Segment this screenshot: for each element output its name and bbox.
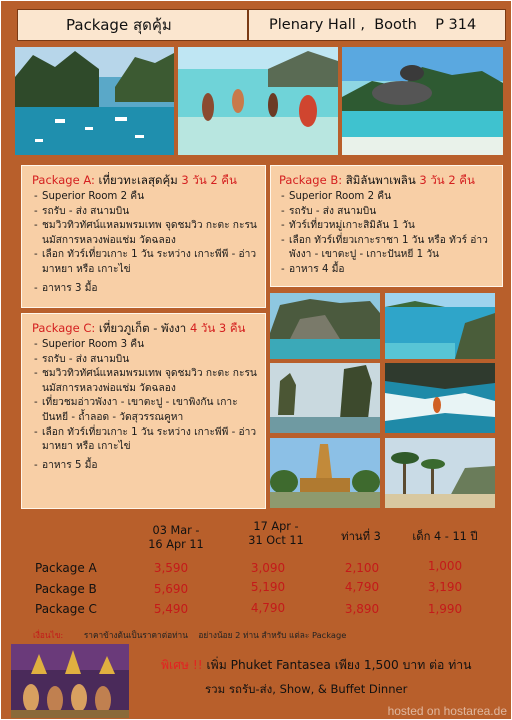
price-cell: 3,090: [250, 561, 286, 575]
list-item: - อาหาร 5 มื้อ: [32, 459, 257, 474]
package-a-title: Package A: เที่ยวทะเลสุดคุ้ม 3 วัน 2 คืน: [32, 173, 237, 187]
list-item: - เลือก ทัวร์เที่ยวเกาะ 1 วัน ระหว่าง เกาะพีพี - อ่าวมาหยา หรือ เกาะไข่: [32, 426, 257, 455]
list-item: - ชมวิวทิวทัศน์แหลมพรมเทพ จุดชมวิว กะตะ กะรน นมัสการหลวงพ่อแช่ม วัดฉลอง: [32, 219, 257, 248]
venue-text: Plenary Hall , Booth P 314: [269, 17, 477, 33]
list-item: - รถรับ - ส่ง สนามบิน: [279, 205, 494, 220]
list-item: - รถรับ - ส่ง สนามบิน: [32, 205, 257, 220]
price-cell: 3,190: [427, 580, 463, 594]
photo-kayak-rapids: [385, 363, 495, 433]
package-b-list: [279, 190, 494, 278]
row-label-package-a: Package A: [35, 561, 97, 575]
photo-bay-view: [385, 293, 495, 359]
photo-fantasea-show: [11, 644, 129, 718]
price-cell: 4,790: [250, 601, 286, 615]
photo-snorkel-beach: [178, 47, 338, 155]
price-cell: 4,790: [344, 580, 380, 594]
list-item: - เที่ยวชมอ่าวพังงา - เขาตะปู - เขาพิงกัน เกาะปันหยี - ถ้ำลอด - วัดสุวรรณคูหา: [32, 396, 257, 425]
price-cell: 3,590: [153, 561, 189, 575]
photo-temple: [270, 438, 380, 508]
list-item: - Superior Room 2 คืน: [32, 190, 257, 205]
price-table: [21, 516, 497, 624]
photo-palm-beach: [385, 438, 495, 508]
special-offer: พิเศษ !! เพิ่ม Phuket Fantasea เพียง 1,500 บาท ต่อ ท่าน: [161, 658, 472, 672]
package-c-title: Package C: เที่ยวภูเก็ต - พังงา 4 วัน 3 คืน: [32, 321, 246, 335]
photo-maya-bay: [15, 47, 174, 155]
price-cell: 5,690: [153, 582, 189, 596]
price-cell: 1,000: [427, 559, 463, 573]
special-offer-details: รวม รถรับ-ส่ง, Show, & Buffet Dinner: [205, 682, 408, 696]
column-header: เด็ก 4 - 11 ปี: [412, 530, 478, 543]
price-cell: 3,890: [344, 602, 380, 616]
package-c-panel: [21, 313, 266, 509]
price-cell: 2,100: [344, 561, 380, 575]
price-cell: 5,490: [153, 602, 189, 616]
watermark: hosted on hostarea.de: [387, 704, 507, 718]
column-header: ท่านที่ 3: [341, 530, 381, 543]
photo-cave-island: [270, 293, 380, 359]
package-title: [17, 9, 248, 41]
photo-james-bond-island: [270, 363, 380, 433]
list-item: - Superior Room 3 คืน: [32, 338, 257, 353]
column-header: 17 Apr - 31 Oct 11: [248, 520, 304, 547]
package-b-panel: [270, 165, 503, 287]
photo-similan-rock: [342, 47, 503, 155]
package-b-title: Package B: สิมิลันพาเพลิน 3 วัน 2 คืน: [279, 173, 475, 187]
list-item: - ชมวิวทิวทัศน์แหลมพรมเทพ จุดชมวิว กะตะ กะรน นมัสการหลวงพ่อแช่ม วัดฉลอง: [32, 367, 257, 396]
row-label-package-c: Package C: [35, 602, 97, 616]
price-cell: 1,990: [427, 602, 463, 616]
list-item: - เลือก ทัวร์เที่ยวเกาะ 1 วัน ระหว่าง เกาะพีพี - อ่าวมาหยา หรือ เกาะไข่: [32, 248, 257, 277]
list-item: - อาหาร 4 มื้อ: [279, 263, 494, 278]
conditions-note: เงื่อนไข: ราคาข้างต้นเป็นราคาต่อท่าน อย่างน้อย 2 ท่าน สำหรับ แต่ละ Package: [33, 630, 347, 640]
venue-banner: [248, 9, 506, 41]
row-label-package-b: Package B: [35, 582, 97, 596]
list-item: - ทัวร์เที่ยวหมู่เกาะสิมิลัน 1 วัน: [279, 219, 494, 234]
package-title-text: Package สุดคุ้ม: [66, 16, 172, 34]
list-item: - Superior Room 2 คืน: [279, 190, 494, 205]
package-c-list: [32, 338, 257, 473]
package-a-panel: [21, 165, 266, 308]
price-cell: 5,190: [250, 580, 286, 594]
list-item: - รถรับ - ส่ง สนามบิน: [32, 353, 257, 368]
package-a-list: [32, 190, 257, 296]
list-item: - อาหาร 3 มื้อ: [32, 282, 257, 297]
list-item: - เลือก ทัวร์เที่ยวเกาะราชา 1 วัน หรือ ทัวร์ อ่าวพังงา - เขาตะปู - เกาะปันหยี 1 วัน: [279, 234, 494, 263]
column-header: 03 Mar - 16 Apr 11: [148, 524, 204, 551]
